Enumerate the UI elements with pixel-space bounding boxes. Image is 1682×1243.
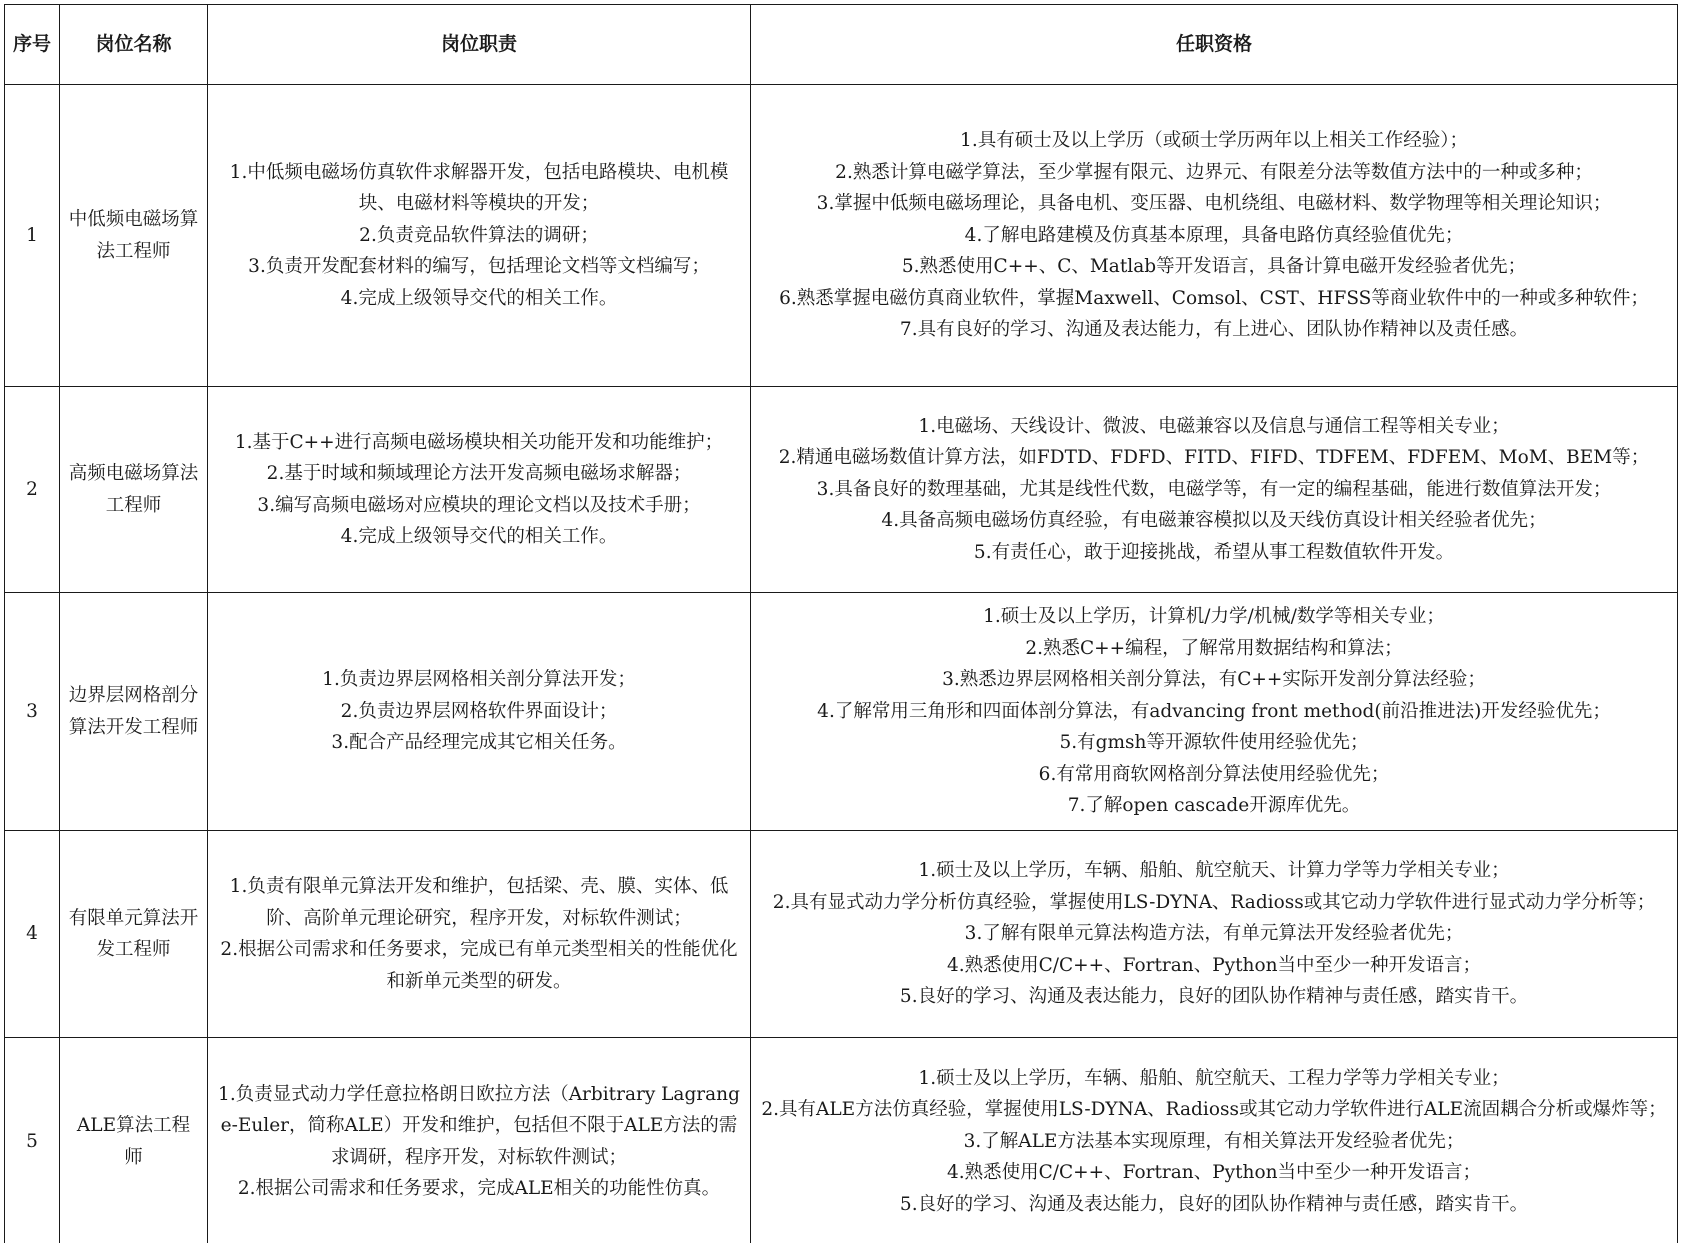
requirement-item: 4.了解常用三角形和四面体剖分算法，有advancing front method(前沿推进法)开发经验优先； bbox=[817, 700, 1611, 722]
job-title: 中低频电磁场算法工程师 bbox=[60, 85, 208, 387]
requirement-item: 6.熟悉掌握电磁仿真商业软件，掌握Maxwell、Comsol、CST、HFSS等商业软件中的一种或多种软件； bbox=[779, 287, 1649, 309]
header-title: 岗位名称 bbox=[60, 5, 208, 85]
job-title: 边界层网格剖分算法开发工程师 bbox=[60, 593, 208, 831]
requirement-item: 5.熟悉使用C++、C、Matlab等开发语言，具备计算电磁开发经验者优先； bbox=[901, 256, 1527, 278]
job-duties bbox=[208, 85, 751, 387]
requirement-item: 3.熟悉边界层网格相关剖分算法，有C++实际开发剖分算法经验； bbox=[942, 669, 1486, 691]
duty-item: 3.配合产品经理完成其它相关任务。 bbox=[331, 732, 627, 754]
requirement-item: 4.具备高频电磁场仿真经验，有电磁兼容模拟以及天线仿真设计相关经验者优先； bbox=[881, 510, 1547, 532]
requirement-item: 4.了解电路建模及仿真基本原理，具备电路仿真经验值优先； bbox=[964, 224, 1464, 246]
requirement-item: 4.熟悉使用C/C++、Fortran、Python当中至少一种开发语言； bbox=[946, 1162, 1482, 1184]
duty-item: 1.基于C++进行高频电磁场模块相关功能开发和功能维护； bbox=[234, 431, 724, 453]
duty-item: 2.负责竞品软件算法的调研； bbox=[359, 224, 599, 246]
row-number: 2 bbox=[5, 387, 60, 593]
job-duties bbox=[208, 831, 751, 1038]
job-title: 高频电磁场算法工程师 bbox=[60, 387, 208, 593]
requirement-item: 1.硕士及以上学历，车辆、船舶、航空航天、计算力学等力学相关专业； bbox=[918, 860, 1510, 882]
header-requirements: 任职资格 bbox=[751, 5, 1678, 85]
job-table bbox=[4, 4, 1678, 1243]
requirement-item: 1.具有硕士及以上学历（或硕士学历两年以上相关工作经验）； bbox=[960, 130, 1468, 152]
requirement-item: 2.熟悉计算电磁学算法，至少掌握有限元、边界元、有限差分法等数值方法中的一种或多种； bbox=[835, 161, 1593, 183]
table-header-row bbox=[5, 5, 1678, 85]
requirement-item: 3.了解ALE方法基本实现原理，有相关算法开发经验者优先； bbox=[963, 1130, 1465, 1152]
table-row bbox=[5, 387, 1678, 593]
duty-item: 2.根据公司需求和任务要求，完成ALE相关的功能性仿真。 bbox=[237, 1178, 721, 1199]
requirement-item: 6.有常用商软网格剖分算法使用经验优先； bbox=[1038, 763, 1390, 785]
requirement-item: 2.精通电磁场数值计算方法，如FDTD、FDFD、FITD、FIFD、TDFEM、FDFEM、MoM、BEM等； bbox=[778, 447, 1650, 469]
job-requirements bbox=[751, 831, 1678, 1038]
job-requirements bbox=[751, 1038, 1678, 1243]
duty-item: 1.中低频电磁场仿真软件求解器开发，包括电路模块、电机模块、电磁材料等模块的开发； bbox=[229, 161, 729, 215]
job-duties bbox=[208, 1038, 751, 1243]
duty-item: 3.编写高频电磁场对应模块的理论文档以及技术手册； bbox=[257, 494, 701, 516]
duty-item: 1.负责有限单元算法开发和维护，包括梁、壳、膜、实体、低阶、高阶单元理论研究，程序开发，对标软件测试； bbox=[229, 876, 729, 929]
duty-item: 2.负责边界层网格软件界面设计； bbox=[340, 700, 618, 722]
requirement-item: 2.具有ALE方法仿真经验，掌握使用LS-DYNA、Radioss或其它动力学软件进行ALE流固耦合分析或爆炸等； bbox=[761, 1099, 1667, 1121]
job-requirements bbox=[751, 387, 1678, 593]
header-no: 序号 bbox=[5, 5, 60, 85]
job-duties bbox=[208, 593, 751, 831]
job-requirements bbox=[751, 85, 1678, 387]
requirement-item: 2.具有显式动力学分析仿真经验，掌握使用LS-DYNA、Radioss或其它动力学软件进行显式动力学分析等； bbox=[772, 891, 1656, 913]
requirement-item: 3.掌握中低频电磁场理论，具备电机、变压器、电机绕组、电磁材料、数学物理等相关理论知识； bbox=[816, 193, 1612, 215]
duty-item: 1.负责显式动力学任意拉格朗日欧拉方法（Arbitrary Lagrange-Euler，简称ALE）开发和维护，包括但不限于ALE方法的需求调研，程序开发，对标软件测试； bbox=[218, 1083, 740, 1168]
requirement-item: 4.熟悉使用C/C++、Fortran、Python当中至少一种开发语言； bbox=[946, 954, 1482, 976]
row-number: 3 bbox=[5, 593, 60, 831]
requirement-item: 5.良好的学习、沟通及表达能力，良好的团队协作精神与责任感，踏实肯干。 bbox=[899, 1193, 1529, 1215]
requirement-item: 3.了解有限单元算法构造方法，有单元算法开发经验者优先； bbox=[964, 923, 1464, 945]
requirement-item: 5.有责任心，敢于迎接挑战，希望从事工程数值软件开发。 bbox=[973, 541, 1455, 563]
requirement-item: 2.熟悉C++编程，了解常用数据结构和算法； bbox=[1025, 637, 1403, 659]
job-title: ALE算法工程师 bbox=[60, 1038, 208, 1243]
row-number: 1 bbox=[5, 85, 60, 387]
duty-item: 4.完成上级领导交代的相关工作。 bbox=[340, 287, 618, 309]
table-row bbox=[5, 1038, 1678, 1243]
requirement-item: 7.具有良好的学习、沟通及表达能力，有上进心、团队协作精神以及责任感。 bbox=[899, 319, 1529, 341]
duty-item: 2.根据公司需求和任务要求，完成已有单元类型相关的性能优化和新单元类型的研发。 bbox=[220, 939, 738, 992]
requirement-item: 1.硕士及以上学历，计算机/力学/机械/数学等相关专业； bbox=[983, 606, 1445, 628]
table-row bbox=[5, 85, 1678, 387]
requirement-item: 7.了解open cascade开源库优先。 bbox=[1067, 795, 1361, 817]
row-number: 4 bbox=[5, 831, 60, 1038]
duty-item: 2.基于时域和频域理论方法开发高频电磁场求解器； bbox=[266, 463, 692, 484]
requirement-item: 1.硕士及以上学历，车辆、船舶、航空航天、工程力学等力学相关专业； bbox=[918, 1067, 1510, 1089]
job-requirements bbox=[751, 593, 1678, 831]
duty-item: 1.负责边界层网格相关剖分算法开发； bbox=[322, 669, 636, 691]
table-row bbox=[5, 593, 1678, 831]
duty-item: 4.完成上级领导交代的相关工作。 bbox=[340, 526, 618, 547]
table-row bbox=[5, 831, 1678, 1038]
requirement-item: 5.良好的学习、沟通及表达能力，良好的团队协作精神与责任感，踏实肯干。 bbox=[899, 986, 1529, 1008]
duty-item: 3.负责开发配套材料的编写，包括理论文档等文档编写； bbox=[248, 256, 710, 278]
job-title: 有限单元算法开发工程师 bbox=[60, 831, 208, 1038]
header-duties: 岗位职责 bbox=[208, 5, 751, 85]
requirement-item: 1.电磁场、天线设计、微波、电磁兼容以及信息与通信工程等相关专业； bbox=[918, 415, 1510, 437]
table-body bbox=[5, 85, 1678, 1243]
row-number: 5 bbox=[5, 1038, 60, 1243]
job-duties bbox=[208, 387, 751, 593]
requirement-item: 3.具备良好的数理基础，尤其是线性代数，电磁学等，有一定的编程基础，能进行数值算法开发； bbox=[816, 478, 1612, 500]
requirement-item: 5.有gmsh等开源软件使用经验优先； bbox=[1059, 732, 1369, 754]
